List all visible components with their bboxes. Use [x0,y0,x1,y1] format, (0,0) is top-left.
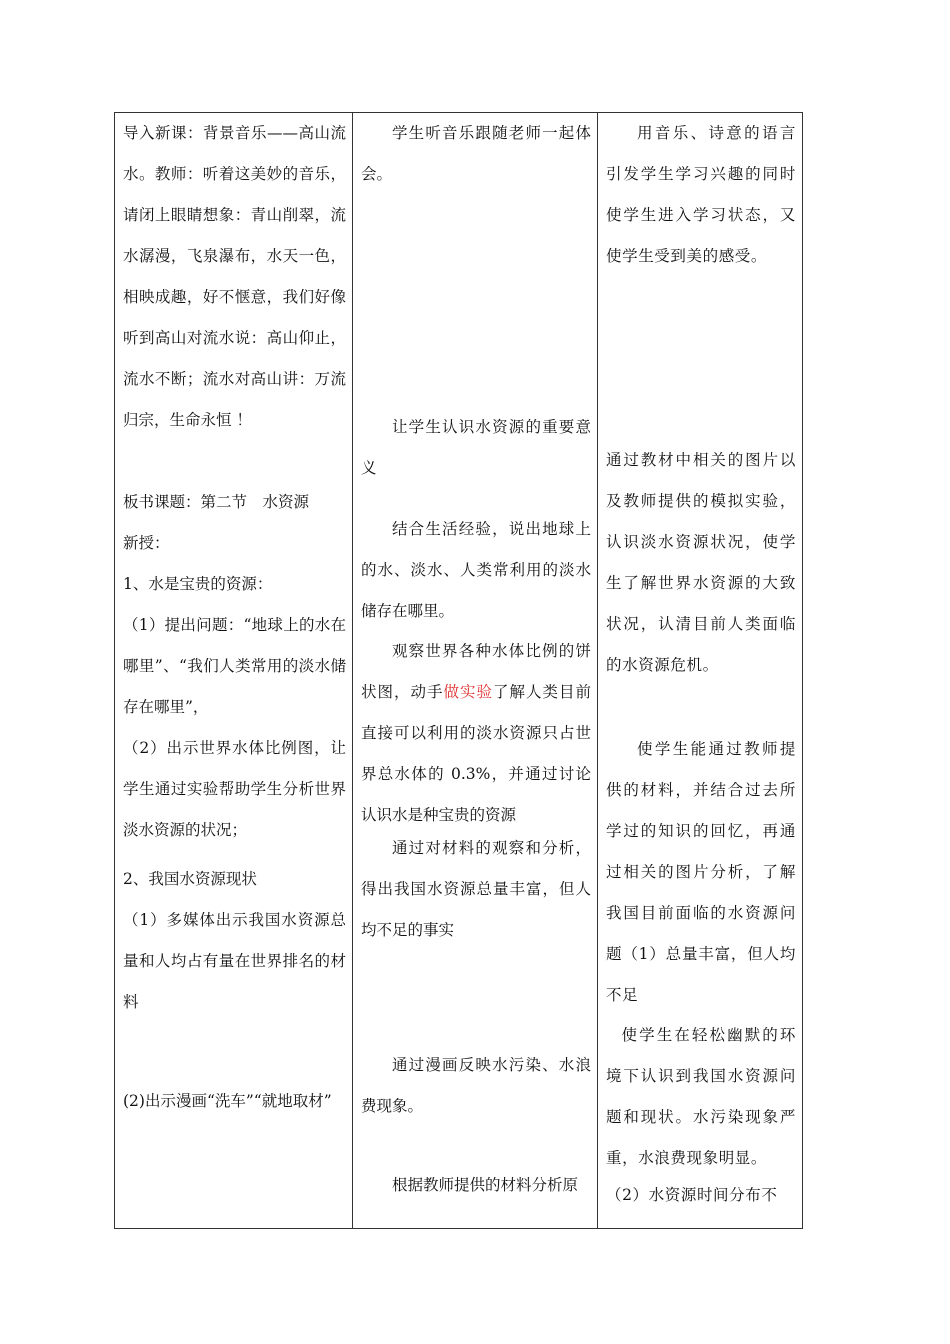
teacher-activity-column [115,113,353,1228]
board-title: 板书课题：第二节 水资源 [123,493,310,511]
step-1-text: （1）提出问题：“地球上的水在哪里”、“我们人类常用的淡水储存在哪里”， [123,616,346,716]
section-2-heading: 2、我国水资源现状 [123,870,257,888]
step-2-text: （2）出示世界水体比例图，让学生通过实验帮助学生分析世界淡水资源的状况； [123,739,346,839]
design-intent-column [598,113,802,1228]
section-1-heading: 1、水是宝贵的资源： [123,575,273,593]
student-cartoon-text: 通过漫画反映水污染、水浪费现象。 [361,1056,591,1115]
lesson-table [114,112,803,1229]
student-analysis-text: 通过对材料的观察和分析，得出我国水资源总量丰富，但人均不足的事实 [361,839,591,939]
experiment-highlight: 做实验 [443,683,493,701]
experiment-text-post: 了解人类目前直接可以利用的淡水资源只占世界总水体的 0.3%，并通过讨论认识水是种宝贵的资源 [361,683,591,824]
student-experience-text: 结合生活经验，说出地球上的水、淡水、人类常利用的淡水储存在哪里。 [361,520,591,620]
experiment-text-pre: 观察世界各种水体比例的饼状图，动手 [361,642,591,701]
new-lesson-label: 新授： [123,534,170,552]
step-2-1-text: （1）多媒体出示我国水资源总量和人均占有量在世界排名的材料 [123,911,346,1011]
intent-materials-text: 通过教材中相关的图片以及教师提供的模拟实验，认识淡水资源状况，使学生了解世界水资源的大致状况，认清目前人类面临的水资源危机。 [606,451,796,674]
intent-music-text: 用音乐、诗意的语言引发学生学习兴趣的同时使学生进入学习状态，又使学生受到美的感受。 [606,124,796,265]
student-experiment-text [361,631,591,836]
intro-text: 导入新课：背景音乐——高山流水。教师：听着这美妙的音乐，请闭上眼睛想象：青山削翠，流水潺漫，飞泉瀑布，水天一色，相映成趣，好不惬意，我们好像听到高山对流水说：高山仰止，流水不断；流水对高山讲：万流归宗，生命永恒 ！ [123,124,346,429]
student-music-text: 学生听音乐跟随老师一起体会。 [361,124,591,183]
intent-cartoon-text: 使学生在轻松幽默的环境下认识到我国水资源问题和现状。水污染现象严重，水浪费现象明显。 [606,1026,796,1167]
student-importance-text: 让学生认识水资源的重要意义 [361,418,591,477]
intent-time-distribution-text: （2）水资源时间分布不 [606,1186,778,1204]
student-material-text: 根据教师提供的材料分析原 [392,1176,579,1194]
intent-analysis-text: 使学生能通过教师提供的材料，并结合过去所学过的知识的回忆，再通过相关的图片分析，了解我国目前面临的水资源问题（1）总量丰富，但人均不足 [606,740,796,1004]
student-activity-column [353,113,598,1228]
step-2-2-text: (2)出示漫画“洗车”“就地取材” [123,1092,332,1110]
